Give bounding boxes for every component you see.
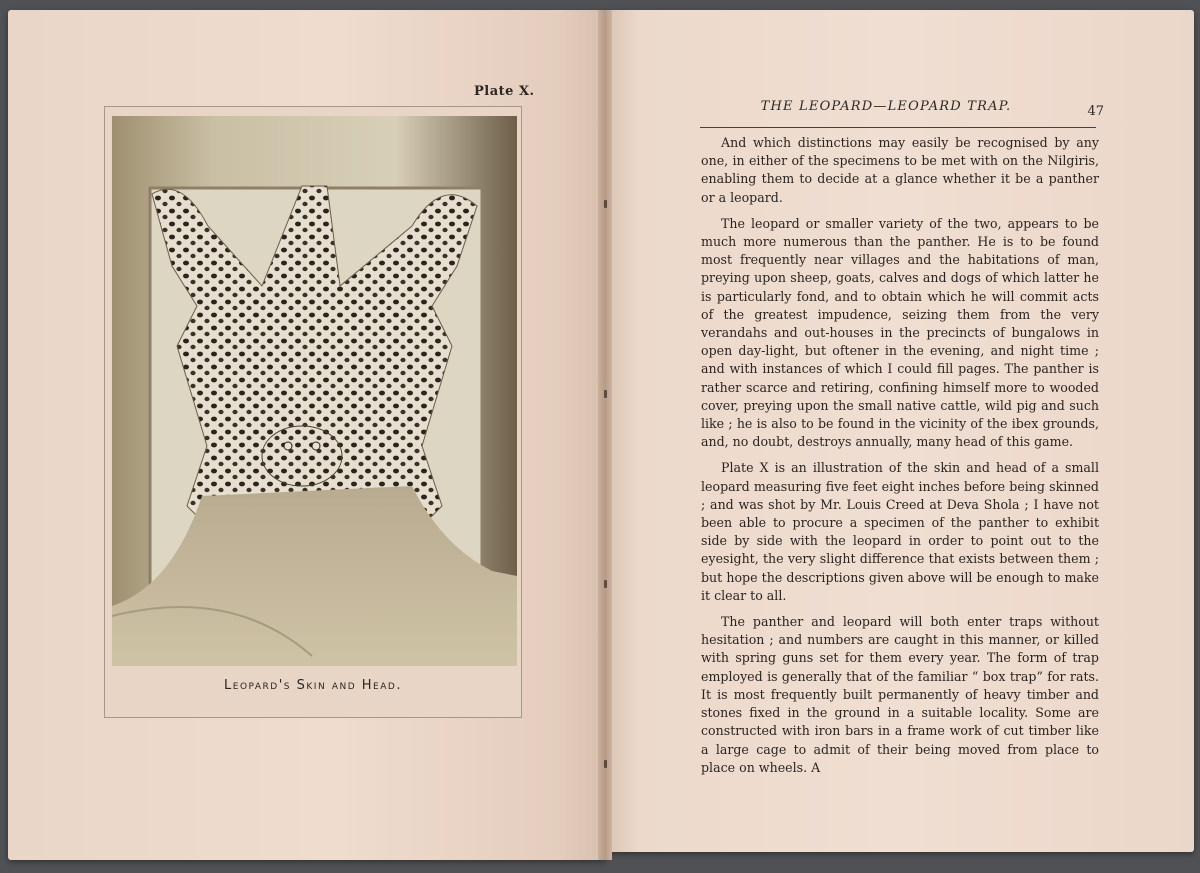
paragraph: The panther and leopard will both enter traps without hesitation ; and numbers are caught in this manner, or killed with spring guns set for them every year. The form of trap employed is generally that of the familiar “ box trap” for rats. It is most frequently built permanently of heavy timber and stones fixed in the ground in a suitable locality. Some are constructed with iron bars in a frame work of cut timber like a large cage to admit of their being moved from place to place on wheels. A [701, 614, 1099, 775]
plate-caption: Leopard's Skin and Head. [224, 678, 402, 693]
paragraph: Plate X is an illustration of the skin and head of a small leopard measuring five feet eight inches before being skinned ; and was shot by Mr. Louis Creed at Deva Shola ; I have not been able to procure a specimen of the panther to exhibit side by side with the leopard in order to point out to the eyesight, the very slight difference that exists between them ; but hope the descriptions given above will be enough to make it clear to all. [701, 460, 1099, 603]
header-rule [700, 127, 1096, 128]
plate-label: Plate X. [474, 84, 535, 99]
book-gutter [598, 10, 612, 860]
binding-stitch [604, 760, 607, 768]
binding-stitch [604, 580, 607, 588]
leopard-skin-photo [112, 116, 517, 666]
binding-stitch [604, 390, 607, 398]
body-text [701, 134, 1099, 785]
page-number: 47 [1087, 104, 1104, 119]
running-head: THE LEOPARD—LEOPARD TRAP. [760, 99, 1012, 114]
paragraph: The leopard or smaller variety of the two, appears to be much more numerous than the panther. He is to be found most frequently near villages and the habitations of man, preying upon sheep, goats, calves and dogs of which latter he is particularly fond, and to obtain which he will commit acts of the greatest impudence, seizing them from the very verandahs and out-houses in the precincts of bungalows in open day-light, but oftener in the evening, and night time ; and with instances of which I could fill pages. The panther is rather scarce and retiring, confining himself more to wooded cover, preying upon the small native cattle, wild pig and such like ; he is also to be found in the vicinity of the ibex grounds, and, no doubt, destroys annually, many head of this game. [701, 215, 1099, 450]
paragraph: And which distinctions may easily be recognised by any one, in either of the specimens to be met with on the Nilgiris, enabling them to decide at a glance whether it be a panther or a leopard. [701, 135, 1099, 205]
binding-stitch [604, 200, 607, 208]
